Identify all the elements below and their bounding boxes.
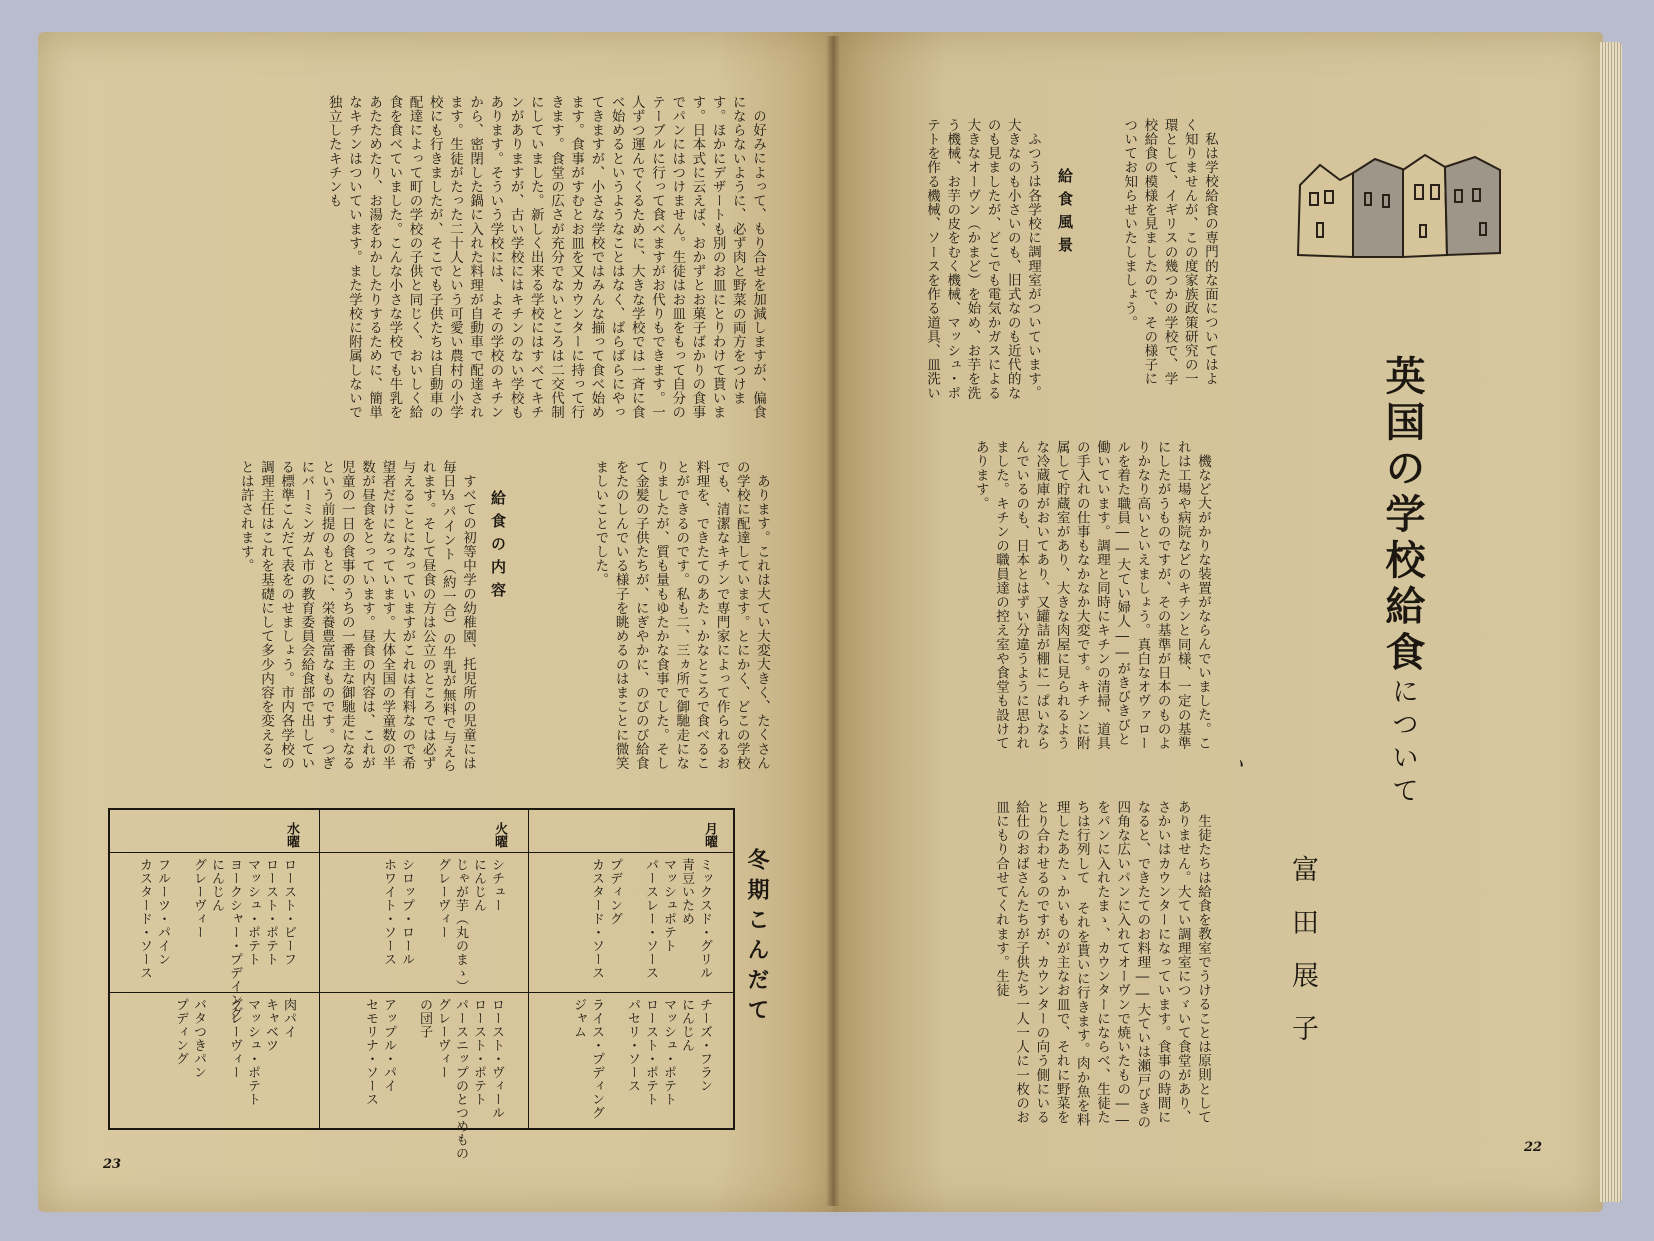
page-number-right: 22 — [1524, 1140, 1543, 1155]
page-edges — [1600, 42, 1622, 1202]
left-lower-text-b: すべての初等中学の幼稚園、托児所の児童には毎日⅓パイント（約一合）の牛乳が無料で与えられます。そして昼食の方は公立のところでは必ず与えることになっていますがこれは有料なので希望者だけになっています。大体全国の学童数の半数が昼食をとっています。昼食の内容は、これが児童の一日の食事のうちの一番主な御馳走になるという前提のもとに、栄養豊富なものです。つぎにバーミンガム市の教育委員会給食部で出している標準こんだて表をのせましょう。市内各学校の調理主任はこれを基礎にして多少内容を変えることは許されます。 — [237, 460, 476, 773]
right-lower-text-a: 機など大がかりな装置がならんでいました。これは工場や病院などのキチンと同様、一定の基準にしたがうものですが、その基準が日本のものよりかなり高いといえましょう。真白なオヴァロールを着た職員――大てい婦人――がきびきびと働いています。調理と同時にキチンの清掃、道具の手入れの仕事もなかなか大変です。キチンに附属して貯蔵室があり、大きな肉屋に見られるような冷蔵庫がおいてあり、又罐詰が棚に一ぱいならんでいるのも、日本とはずい分違うように思われました。キチンの職員達の控え室や食堂も設けてあります。 — [972, 440, 1211, 751]
menu-row-divider — [110, 992, 733, 993]
book-gutter — [826, 36, 840, 1206]
menu-tue-week2: ロースト・ヴィール ロースト・ポテト パースニップのとつめもの グレーヴィー の団子 アップル・パイ セモリナ・ソース — [363, 998, 504, 1160]
menu-mon-week1: ミックスド・グリル 青豆いため マッシュポテト パースレー・ソース プディング カスタード・ソース — [589, 858, 712, 980]
houses-illustration — [1295, 145, 1525, 265]
right-lower-text-b: 生徒たちは給食を教室でうけることは原則としてありません。大てい調理室につゞいて食堂があり、さかいはカウンターになっています。食事の時間になると、できたてのお料理――大ていは瀬戸びきの四角な広いパンに入れてオーヴンで焼いたもの――をパンに入れたまゝ、カウンターにならべ、生徒たちは行列して それを貰いに行きます。肉か魚を料理したあたゝかいものが主なお皿で、それに野菜をとり合わせるのですが、カウンターの向う側にいる給仕のおばさんたちが子供たち一人一人に一枚のお皿にもり合せてくれます。生徒 — [992, 800, 1211, 1130]
menu-header-tue: 火曜 — [492, 822, 507, 848]
left-upper-text: の好みによって、もり合せを加減しますが、偏食にならないように、必ず肉と野菜の両方をつけます。ほかにデザートも別のお皿にとりわけて貰います。日本式に云えば、おかずとお菓子ばかりの食事でパンにはつけません。生徒はお皿をもって自分のテーブルに行って食べますがお代りもできます。一人ずつ運んでくるために、大きな学校では一斉に食べ始めるというようなことはなく、ばらばらにやってきますが、小さな学校ではみんな揃って食べ始めます。食事がすむとお皿を又カウンターに持って行きます。食堂の広さが充分でないところは二交代制にしていました。新しく出来る学校にはすべてキチンがありますが、古い学校にはキチンのない学校もあります。そういう学校には、よその学校のキチンから、密閉した鍋に入れた料理が自動車で配達されます。生徒がたった二十人という可愛い農村の小学校にも行きましたが、そこでも子供たちは自動車の配達によって町の学校の子供と同じく、おいしく給食を食べていました。こんな小さな学校でも牛乳をあたためたり、お湯をわかしたりするために、簡単なキチンはついています。また学校に附属しないで独立したキチンも — [325, 95, 766, 420]
menu-column-divider — [528, 810, 529, 1128]
menu-table — [108, 808, 735, 1160]
heading-kyushoku-naiyo: 給食の内容 — [489, 490, 507, 605]
author-name: 富田展子 — [1287, 855, 1318, 1067]
menu-header-row — [110, 810, 733, 853]
menu-header-wed: 水曜 — [284, 822, 299, 848]
menu-title: 冬期こんだて — [744, 848, 770, 1028]
heading-kyushoku-fukei: 給食風景 — [1056, 168, 1074, 260]
title-mark: 、 — [1234, 745, 1266, 779]
article-title — [1379, 355, 1426, 809]
article-title-main: 英国の学校給食 — [1379, 355, 1426, 677]
menu-wed-week2: 肉パイ キャベツ マッシュ・ポテト グレーヴィー バタつきパン プディング — [173, 998, 296, 1106]
right-fukei-text: ふつうは各学校に調理室がついています。大きなのも小さいのも、旧式なのも近代的なのも見ましたが、どこでも電気かガスによる大きなオーヴン（かまど）を始め、お芋を洗う機械、お芋の皮をむく機械、マッシュ・ポテトを作る機械、ソースを作る道具、皿洗い — [923, 118, 1041, 400]
menu-wed-week1: ロースト・ビーフ ロースト・ポテト マッシュ・ポテト ヨークシャー・プデイング にんじん グレーヴィー フルーツ・パイン カスタード・ソース — [137, 858, 296, 1020]
menu-column-divider — [319, 810, 320, 1128]
menu-header-mon: 月曜 — [702, 822, 717, 848]
left-lower-text-a: あります。これは大てい大変大きく、たくさんの学校に配達しています。とにかく、どこの学校でも、清潔なキチンで専門家によって作られるお料理を、できたてのあたゝかなところで食べることができるのです。私も二、三ヵ所で御馳走になりましたが、質も量もゆたかな食事でした。そして金髪の子供たちが、にぎやかに、のびのび給食をたのしんでいる様子を眺めるのはまことに微笑ましいことでした。 — [592, 460, 770, 771]
article-title-tail: について — [1387, 677, 1418, 809]
right-intro-text: 私は学校給食の専門的な面についてはよく知りませんが、この度家族政策研究の一環として、イギリスの幾つかの学校で、学校給食の模様を見ましたので、その様子についてお知らせいたしましょう。 — [1121, 118, 1218, 386]
page-number-left: 23 — [103, 1157, 122, 1172]
menu-tue-week1: シチュー にんじん じゃが芋（丸のまゝ） グレーヴィー シロップ・ロール ホワイト・ソース — [381, 858, 504, 993]
menu-mon-week2: チーズ・フラン にんじん マッシュ・ポテト ロースト・ポテト パセリ・ソース ライス・プディング ジャム — [571, 998, 712, 1120]
